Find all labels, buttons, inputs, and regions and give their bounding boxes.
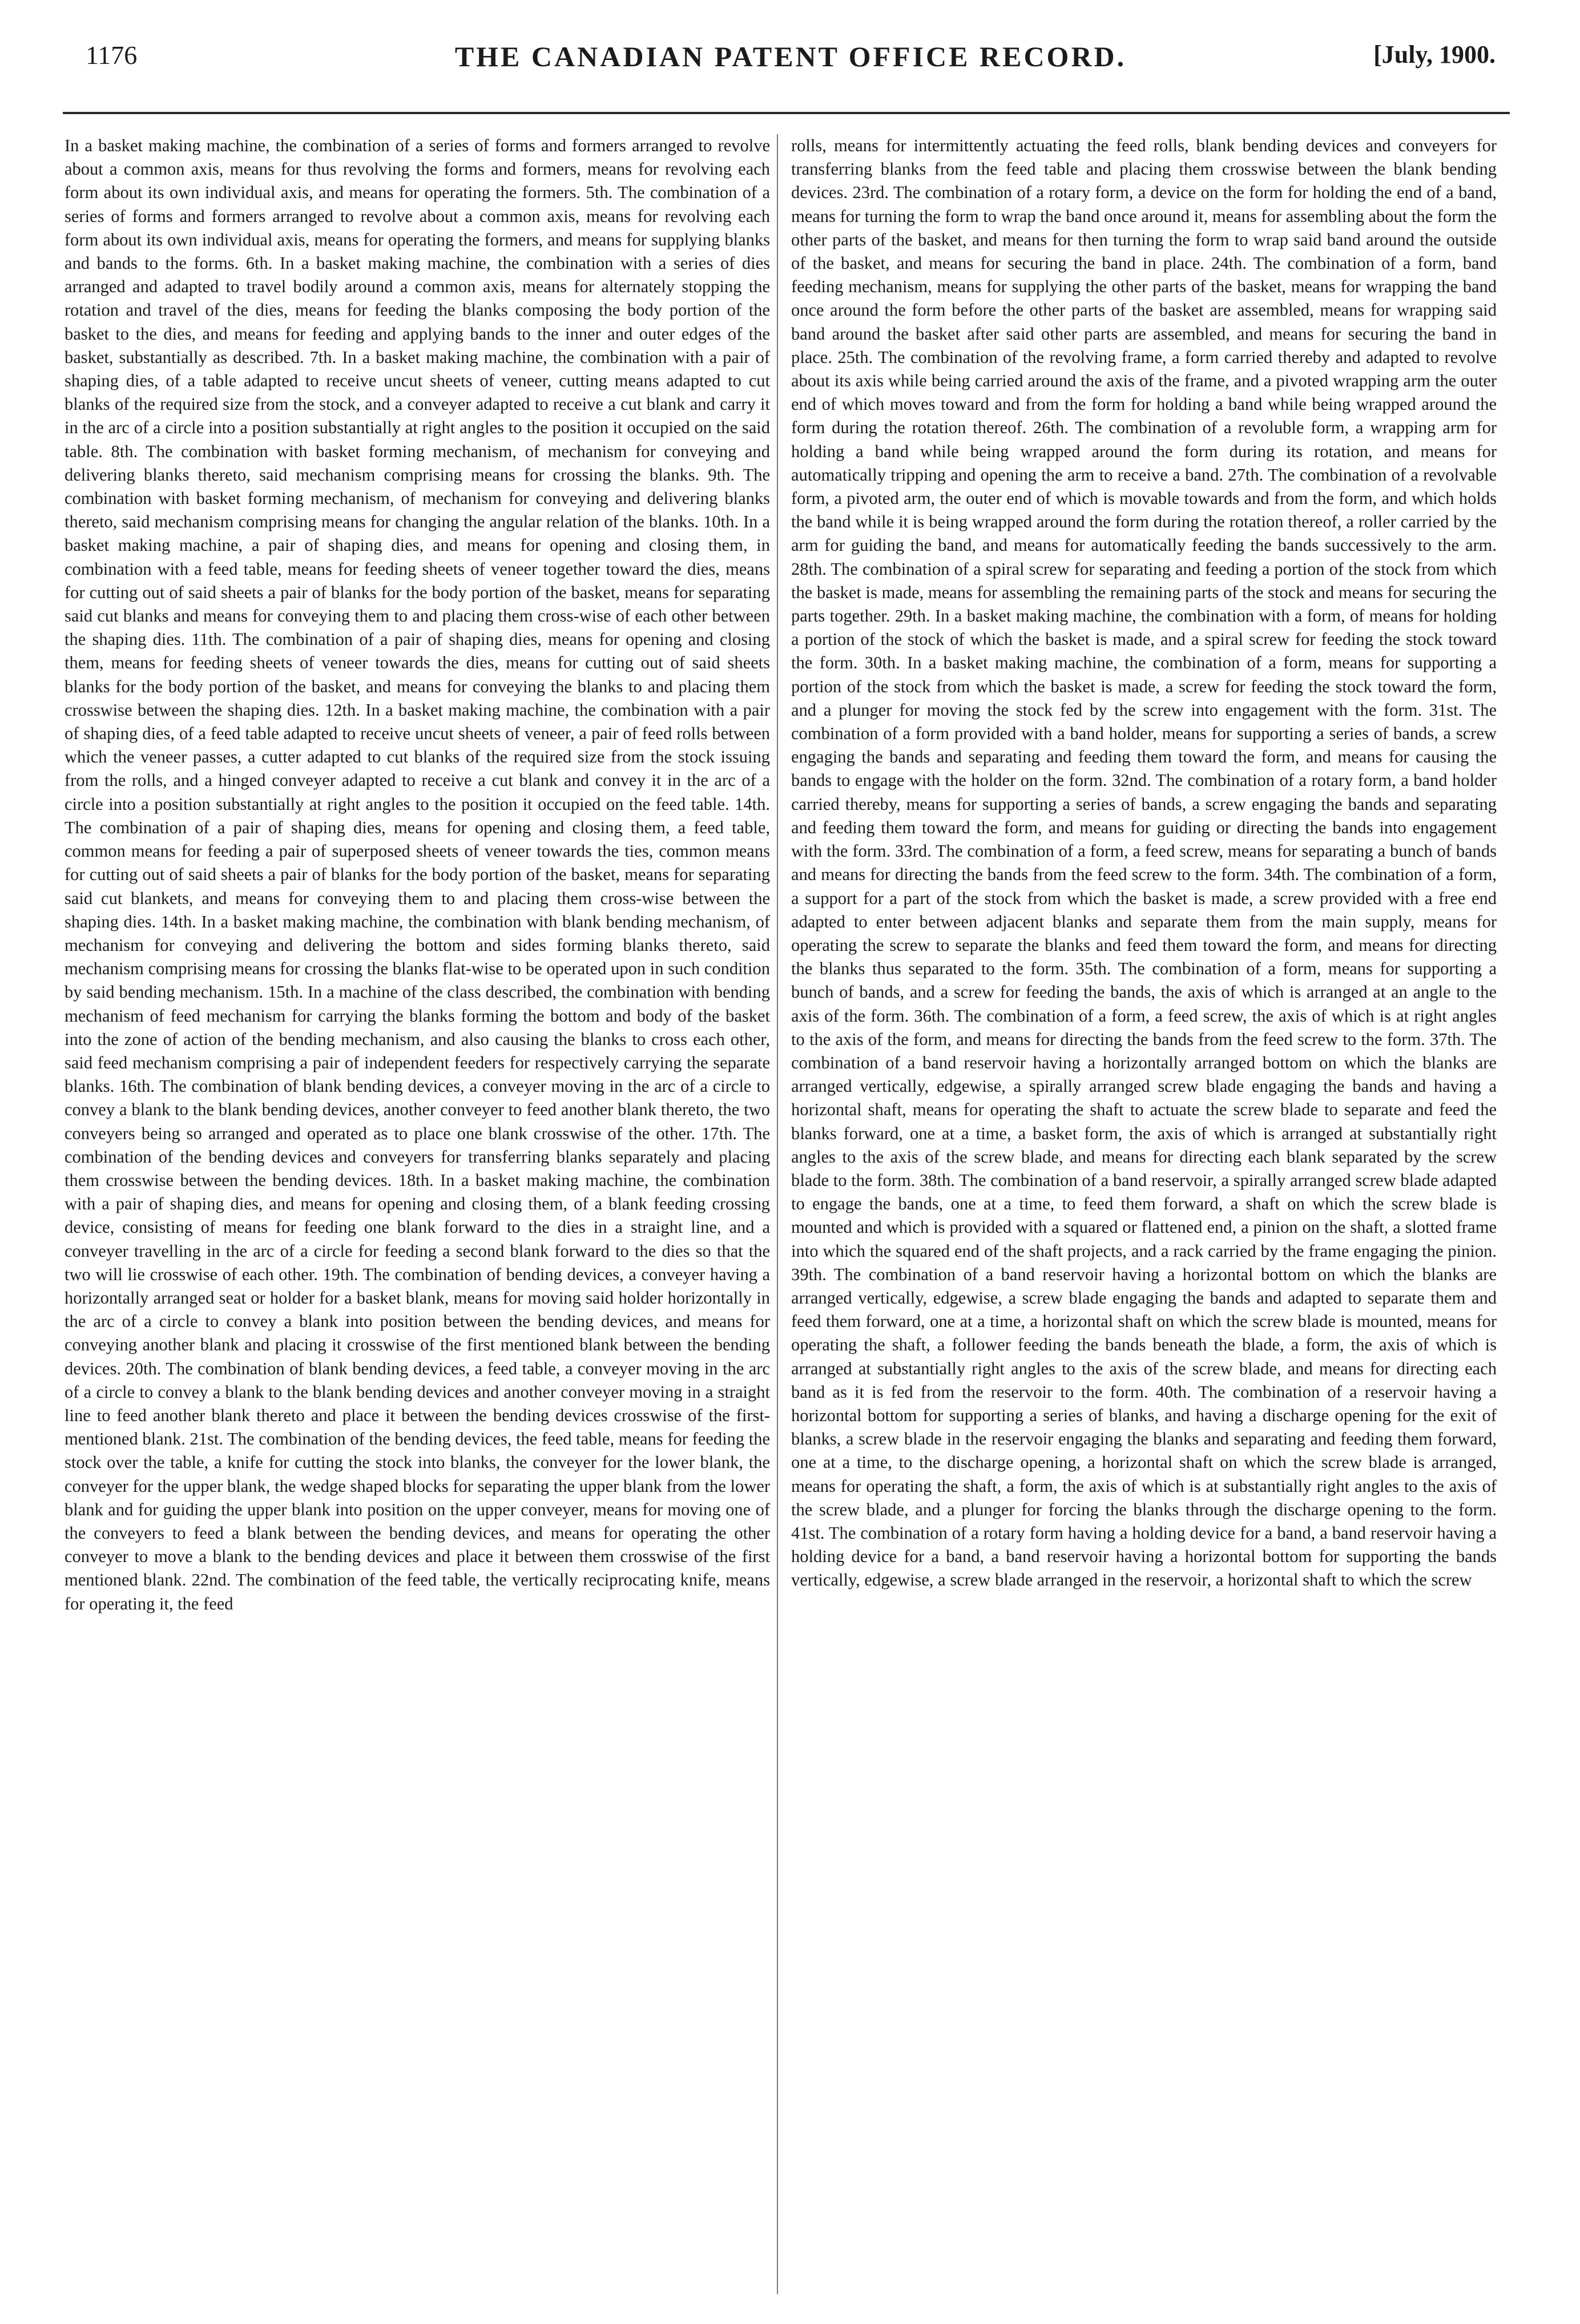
right-column-text: rolls, means for intermittently actuating the feed rolls, blank bending devices and conveyers for transferring blanks from the feed table and placing them crosswise between the blank bending devices. 23rd. The combination of a rotary form, a device on the form for holding the end of a band, means for turning the form to wrap the band once around it, means for assembling about the form the other parts of the basket, and means for then turning the form to wrap said band around the outside of the basket, and means for securing the band in place. 24th. The combination of a form, band feeding mechanism, means for supplying the other parts of the basket, means for wrapping the band once around the form before the other parts of the basket are assembled, means for wrapping said band around the basket after said other parts are assembled, and means for securing the band in place. 25th. The combination of the revolving frame, a form carried thereby and adapted to revolve about its axis while being carried around the axis of the frame, and a pivoted wrapping arm the outer end of which moves toward and from the form for holding a band while being wrapped around the form during the rotation thereof. 26th. The combination of a revoluble form, a wrapping arm for holding a band while being wrapped around the form during its rotation, and means for automatically tripping and opening the arm to receive a band. 27th. The combination of a revolvable form, a pivoted arm, the outer end of which is movable towards and from the form, and which holds the band while it is being wrapped around the form during the rotation thereof, a roller carried by the arm for guiding the band, and means for automatically feeding the bands successively to the arm. 28th. The combination of a spiral screw for separating and feeding a portion of the stock from which the basket is made, means for assembling the remaining parts of the stock and means for securing the parts together. 29th. In a basket making machine, the combination with a form, of means for holding a portion of the stock of which the basket is made, and a spiral screw for feeding the stock toward the form. 30th. In a basket making machine, the combination of a form, means for supporting a portion of the stock from which the basket is made, a screw for feeding the stock toward the form, and a plunger for moving the stock fed by the screw into engagement with the form. 31st. The combination of a form provided with a band holder, means for supporting a series of bands, a screw engaging the bands and separating and feeding them toward the form, and means for causing the bands to engage with the holder on the form. 32nd. The combination of a rotary form, a band holder carried thereby, means for supporting a series of bands, a screw engaging the bands and separating and feeding them toward the form, and means for guiding or directing the bands into engagement with the form. 33rd. The combination of a form, a feed screw, means for separating a bunch of bands and means for directing the bands from the feed screw to the form. 34th. The combination of a form, a support for a part of the stock from which the basket is made, a screw provided with a free end adapted to enter between adjacent blanks and separate them from the main supply, means for operating the screw to separate the blanks and feed them toward the form, and means for directing the blanks thus separated to the form. 35th. The combination of a form, means for supporting a bunch of bands, and a screw for feeding the bands, the axis of which is arranged at an angle to the axis of the form. 36th. The combination of a form, a feed screw, the axis of which is at right angles to the axis of the form, and means for directing the bands from the feed screw to the form. 37th. The combination of a band reservoir having a horizontally arranged bottom on which the blanks are arranged vertically, edgewise, a spirally arranged screw blade engaging the bands and having a horizontal shaft, means for operating the shaft to actuate the screw blade to separate and feed the blanks forward, one at a time, a basket form, the axis of which is arranged at substantially right angles to the axis of the screw blade, and means for directing each blank separated by the screw blade to the form. 38th. The combination of a band reservoir, a spirally arranged screw blade adapted to engage the bands, one at a time, to feed them forward, a shaft on which the screw blade is mounted and which is provided with a squared or flattened end, a pinion on the shaft, a slotted frame into which the squared end of the shaft projects, and a rack carried by the frame engaging the pinion. 39th. The combination of a band reservoir having a horizontal bottom on which the blanks are arranged vertically, edgewise, a screw blade engaging the bands and adapted to separate them and feed them forward, one at a time, a horizontal shaft on which the screw blade is mounted, means for operating the shaft, a follower feeding the bands beneath the blade, a form, the axis of which is arranged at substantially right angles to the axis of the screw blade, and means for directing each band as it is fed from the reservoir to the form. 40th. The combination of a reservoir having a horizontal bottom for supporting a series of blanks, and having a discharge opening for the exit of blanks, a screw blade in the reservoir engaging the blanks and separating and feeding them forward, one at a time, to the discharge opening, a horizontal shaft on which the screw blade is arranged, means for operating the shaft, a form, the axis of which is at substantially right angles to the axis of the screw blade, and a plunger for forcing the blanks through the discharge opening to the form. 41st. The combination of a rotary form having a holding device for a band, a band reservoir having a holding device for a band, a band reservoir having a horizontal bottom for supporting the bands vertically, edgewise, a screw blade arranged in the reservoir, a horizontal shaft to which the screw — [791, 136, 1497, 1590]
left-column-text: In a basket making machine, the combination of a series of forms and formers arranged to revolve about a common axis, means for thus revolving the forms and formers, means for revolving each form about its own individual axis, and means for operating the formers. 5th. The combination of a series of forms and formers arranged to revolve about a common axis, means for revolving each form about its own individual axis, means for operating the formers, and means for supplying blanks and bands to the forms. 6th. In a basket making machine, the combination with a series of dies arranged and adapted to travel bodily around a common axis, means for alternately stopping the rotation and travel of the dies, means for feeding the blanks composing the body portion of the basket to the dies, and means for feeding and applying bands to the inner and outer edges of the basket, substantially as described. 7th. In a basket making machine, the combination with a pair of shaping dies, of a table adapted to receive uncut sheets of veneer, cutting means adapted to cut blanks of the required size from the stock, and a conveyer adapted to receive a cut blank and carry it in the arc of a circle into a position substantially at right angles to the position it occupied on the said table. 8th. The combination with basket forming mechanism, of mechanism for conveying and delivering blanks thereto, said mechanism comprising means for crossing the blanks. 9th. The combination with basket forming mechanism, of mechanism for conveying and delivering blanks thereto, said mechanism comprising means for changing the angular relation of the blanks. 10th. In a basket making machine, a pair of shaping dies, and means for opening and closing them, in combination with a feed table, means for feeding sheets of veneer together toward the dies, means for cutting out of said sheets a pair of blanks for the body portion of the basket, means for separating said cut blanks and means for conveying them to and placing them cross-wise of each other between the shaping dies. 11th. The combination of a pair of shaping dies, means for opening and closing them, means for feeding sheets of veneer towards the dies, means for cutting out of said sheets blanks for the body portion of the basket, and means for conveying the blanks to and placing them crosswise between the shaping dies. 12th. In a basket making machine, the combination with a pair of shaping dies, of a feed table adapted to receive uncut sheets of veneer, a pair of feed rolls between which the veneer passes, a cutter adapted to cut blanks of the required size from the stock issuing from the rolls, and a hinged conveyer adapted to receive a cut blank and convey it in the arc of a circle into a position substantially at right angles to the position it occupied on the feed table. 14th. The combination of a pair of shaping dies, means for opening and closing them, a feed table, common means for feeding a pair of superposed sheets of veneer towards the ties, common means for cutting out of said sheets a pair of blanks for the body portion of the basket, means for separating said cut blankets, and means for conveying them to and placing them cross-wise between the shaping dies. 14th. In a basket making machine, the combination with blank bending mechanism, of mechanism for conveying and delivering the bottom and sides forming blanks thereto, said mechanism comprising means for crossing the blanks flat-wise to be operated upon in such condition by said bending mechanism. 15th. In a machine of the class described, the combination with bending mechanism of feed mechanism for carrying the blanks forming the bottom and body of the basket into the zone of action of the bending mechanism, and also causing the blanks to cross each other, said feed mechanism comprising a pair of independent feeders for respectively carrying the separate blanks. 16th. The combination of blank bending devices, a conveyer moving in the arc of a circle to convey a blank to the blank bending devices, another conveyer to feed another blank thereto, the two conveyers being so arranged and operated as to place one blank crosswise of the other. 17th. The combination of the bending devices and conveyers for transferring blanks separately and placing them crosswise between the bending devices. 18th. In a basket making machine, the combination with a pair of shaping dies, and means for opening and closing them, of a blank feeding crossing device, consisting of means for feeding one blank forward to the dies in a straight line, and a conveyer travelling in the arc of a circle for feeding a second blank forward to the dies so that the two will lie crosswise of each other. 19th. The combination of bending devices, a conveyer having a horizontally arranged seat or holder for a basket blank, means for moving said holder horizontally in the arc of a circle to convey a blank into position between the bending devices, and means for conveying another blank and placing it crosswise of the first mentioned blank between the bending devices. 20th. The combination of blank bending devices, a feed table, a conveyer moving in the arc of a circle to convey a blank to the blank bending devices and another conveyer moving in a straight line to feed another blank thereto and place it between the bending devices crosswise of the first-mentioned blank. 21st. The combination of the bending devices, the feed table, means for feeding the stock over the table, a knife for cutting the stock into blanks, the conveyer for the lower blank, the conveyer for the upper blank, the wedge shaped blocks for separating the upper blank from the lower blank and for guiding the upper blank into position on the upper conveyer, means for moving one of the conveyers to feed a blank between the bending devices, and means for operating the other conveyer to move a blank to the bending devices and place it between them crosswise of the first mentioned blank. 22nd. The combination of the feed table, the vertically reciprocating knife, means for operating it, the feed — [65, 136, 770, 1613]
page-number: 1176 — [86, 41, 138, 70]
column-divider — [777, 134, 778, 2294]
page-header — [86, 40, 1496, 86]
journal-title: THE CANADIAN PATENT OFFICE RECORD. — [454, 41, 1127, 72]
header-rule — [63, 112, 1510, 114]
issue-date: [July, 1900. — [1373, 41, 1496, 68]
